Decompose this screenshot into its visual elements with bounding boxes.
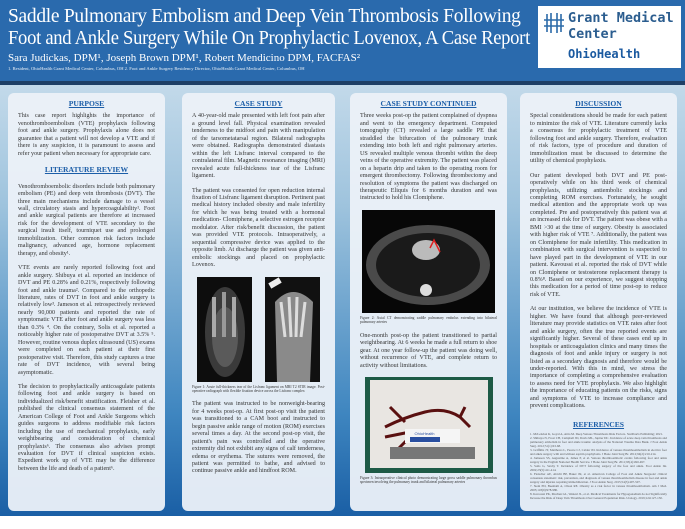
thrombus-photo <box>365 377 493 473</box>
discussion-paragraph: Special considerations should be made for each patient to minimize the risk of VTE. Literature currently lacks a consensus for prophylactic treatment of VTE following foot and ankle surgery. Therefore, evaluation of risk factors, type of procedure and duration of immobilization must be discussed to determine the utility of chemical prophylaxis. <box>530 113 667 165</box>
case-continued-paragraph: One-month post-op the patient transitioned to partial weightbearing. At 6 weeks he made a full return to shoe gear. At one year follow-up the patient was doing well, without recurrence of VTE, and complete return to activity without limitations. <box>360 332 497 369</box>
logo-line-2: Center <box>568 26 617 42</box>
literature-paragraph: VTE events are rarely reported following foot and ankle surgery. Shibuya et al. reported an incidence of DVT and PE 0.28% and 0.21%, respectively following foot and ankle trauma². Compared to the orthopedic literature, rates of DVT in foot and ankle surgery is relatively low³. Jameson et al. retrospectively reviewed nearly 90,000 patients and reported the rate of symptomatic VTE after foot and ankle surgery was less than 0.3% ⁴. On the contrary, Solis et al. reported a noticeably higher rate of postoperative DVT at 3.5% ⁵. However, routine venous duplex ultrasound (US) exams were completed on each patient at their first postoperative visit. Therefore, this study captures a true rate of DVT incidence, with several being asymptomatic. <box>18 265 156 376</box>
figure-2-caption: Figure 2: Axial CT demonstrating saddle pulmonary embolus extending into bilateral pulmonary arteries <box>360 315 497 325</box>
purpose-panel <box>8 93 165 511</box>
title-line-2: Foot and Ankle Surgery While On Prophylactic Lovenox, A Case Report <box>8 28 530 49</box>
thrombus-specimen-image <box>365 377 493 473</box>
figure-1-caption: Figure 1: Acute full-thickness tear of the Lisfranc ligament on MRI T2 STIR image. Post-operative radiograph with flexible fixation device across the Lisfranc complex <box>192 384 325 393</box>
case-continued-paragraph: Three weeks post-op the patient complained of dyspnea and went to the emergency department. Computed tomography (CT) revealed a large saddle PE that straddled the bifurcation of the pulmonary trunk extending into both left and right pulmonary arteries. US revealed multiple venous thrombi within the deep veins of the operative extremity. The patient was placed on a heparin drip and taken to the operating room for emergent thrombectomy. Following thrombectomy and resolution of symptoms the patient was discharged on therapeutic Eliquis for 6 months duration and was instructed to hold his Clomiphene. <box>360 113 497 202</box>
case-continued-heading: CASE STUDY CONTINUED <box>380 99 477 108</box>
logo-line-1: Grant Medical <box>568 10 674 26</box>
reference-item: 4. Jameson SS, Augustine A, James P, et al. Venous thromboembolic events following foot and ankle surgery in the English National Health Service. J Bone Joint Surg Br. 2011;93(4):490-497. <box>530 456 667 465</box>
case-study-panel <box>182 93 335 511</box>
case-study-continued-panel <box>350 93 507 511</box>
figure-3-caption: Figure 3: Intraoperative clinical photo demonstrating large gross saddle pulmonary thrombus specimen involving the pulmonary trunk and bilateral pulmonary arteries <box>360 475 497 485</box>
reference-item: 5. Solis G, Saxby T. Incidence of DVT following surgery of the foot and ankle. Foot Ankle Int. 2002;23(5):411-414. <box>530 464 667 473</box>
references-list <box>530 432 667 500</box>
discussion-paragraph: At our institution, we believe the incidence of VTE is higher. We have found that although peer-reviewed literature may provide statistics on VTE rates after foot and ankle surgery, often the true reported events are significantly higher. Several of these cases end up in hospitals or anticoagulation clinics and many times the diagnosis of foot and ankle injury or surgery is not listed as a secondary diagnosis and therefore would be under-reported. With this in mind, we stress the importance of completing a comprehensive evaluation to assess need for VTE prophylaxis. We also highlight the importance of educating patients on the risks, signs and symptoms of VTE to increase compliance and prevent complications. <box>530 306 667 410</box>
literature-paragraph: The decision to prophylactically anticoagulate patients following foot and ankle surgery is based on individualized risk/benefit stratification. Fleisher et al. published the clinical consensus statement of the American College of Foot and Ankle Surgeons which guides surgeons to address modifiable risk factors including the use of mechanical prophylaxis, early weightbearing and consideration of chemical prophylaxis⁶. The consensus also advises prompt evaluation for DVT if clinical suspicion exists. Expedient work up of VTE may be the difference between the life and death of a patient⁶. <box>18 383 155 472</box>
discussion-paragraph: Our patient developed both DVT and PE post-operatively while on his third week of chemical prophylaxis, utilizing antiembolic stockings and completing ROM exercises. Fortunately, he sought medical attention and the appropriate work up was completed. Pre and postoperatively this patient was at an increased risk for DVT. The patient was obese with a BMI >30 at the time of surgery. Obesity is associated with higher risk of VTE ⁷. Additionally, the patient was on Clomiphene for male infertility. This medication in combination with surgical intervention is suspected to have played part in the development of VTE in our patient. Kavoussi et al. reported the risk of DVT while on Clomiphene or testosterone replacement therapy is 0.8%⁸. Based on our experience, we suggest stopping this medication for a period of time post-op to reduce risk of VTE. <box>530 172 667 298</box>
title-line-1: Saddle Pulmonary Embolism and Deep Vein Thrombosis Following <box>8 6 521 27</box>
discussion-heading: DISCUSSION <box>575 99 622 108</box>
ct-scan-image <box>362 210 495 313</box>
poster-title <box>8 6 530 50</box>
reference-item: 8. Kavoussi PK, Machen GL, Wenzel JL, et al. Medical Treatments for Hypogonadism do not Significantly Increase the Risk of Deep Vein Thrombosis Over General Population Risk. Urology. 2019;124:127-130. <box>530 492 667 501</box>
case-paragraph: A 40-year-old male presented with left foot pain after a ground level fall. Physical examination revealed tenderness to the midfoot and pain with manipulation of the tarsometatarsal region. Bilateral radiographs were obtained. Radiographs demonstrated diastasis within the left Lisfranc interval compared to the contralateral film. Magnetic resonance imaging (MRI) revealed acute full-thickness tear of the Lisfranc ligament. <box>192 113 325 180</box>
reference-item: 2. Shibuya N, Frost CH, Campbell JD, Davis ML, Jupiter DC. Incidence of acute deep vein thrombosis and pulmonary embolism in foot and ankle trauma: analysis of the National Trauma Data Bank. J Foot Ankle Surg. 2012;51(1):63-68. <box>530 436 667 449</box>
radiograph-image <box>265 277 320 382</box>
reference-item: 3. Griffiths JT, Matthews L, Pearce CJ, Calder JD. Incidence of venous thromboembolism in elective foot and ankle surgery with and without aspirin prophylaxis. J Bone Joint Surg Br. 2012;94(2):210-214. <box>530 448 667 457</box>
reference-item: 1. McLendon K, Goyal A, Attia M. Deep Venous Thrombosis Risk Factors. StatPearls Publishing; 2021. <box>530 432 663 437</box>
authors: Sara Judickas, DPM¹, Joseph Brown DPM¹, Robert Mendicino DPM, FACFAS² <box>8 52 361 64</box>
purpose-heading: PURPOSE <box>68 99 105 108</box>
affiliations: 1. Resident, OhioHealth Grant Medical Center, Columbus, OH 2. Foot and Ankle Surgery Residency Director, OhioHealth Grant Medical Center, Columbus, OH <box>8 66 305 71</box>
literature-paragraph: Venothromboembolic disorders include both pulmonary embolism (PE) and deep vein thrombosis (DVT). The three main mechanisms include damage to a vessel wall, circulatory stasis and hypercoagulability¹. Foot and ankle surgical patients are therefore at increased risk for the development of VTE secondary to the surgical insult itself, tourniquet use and prolonged immobilization. Other common risk factors include malignancy, advanced age, hormone replacement therapy, and obesity¹. <box>18 183 155 257</box>
figure-1 <box>192 277 325 382</box>
literature-heading: LITERATURE REVIEW <box>44 165 129 175</box>
case-study-heading: CASE STUDY <box>234 99 283 108</box>
references-heading: REFERENCES <box>572 419 625 429</box>
logo-line-3: OhioHealth <box>568 47 641 61</box>
reference-item: 7. Stein PD, Beemath A, Olson RE. Obesity as a risk factor in venous thromboembolism. Am J Med. 2005;118(9):978-980. <box>530 484 667 493</box>
bottom-margin <box>0 516 685 529</box>
grant-medical-center-logo <box>538 6 681 68</box>
purpose-text: This case report highlights the importance of venothromboembolism (VTE) prophylaxis following foot and ankle surgery. Prophylaxis alone does not guarantee that a patient will not develop a VTE and if there is any suspicion, it is paramount to assess and refer your patient when necessary for appropriate care. <box>18 113 155 157</box>
header-divider <box>0 81 685 85</box>
logo-mark-icon <box>543 12 565 34</box>
case-paragraph: The patient was consented for open reduction internal fixation of Lisfranc ligament disruption. Pertinent past medical history included obesity and male infertility for which he was being treated with a hormonal medication- Clomiphene, a selective estrogen receptor modulator. After risk/benefit discussion, the patient was provided VTE protocols. Intraoperatively, a sequential compressive device was applied to the opposite limb. At discharge the patient was given anti-embolic stockings and placed on prophylactic Lovenox. <box>192 187 325 269</box>
reference-item: 6. Fleischer AE, Abicht BP, Baker JR, et al. American College of Foot and Ankle Surgeons' clinical consensus statement: risk, prevention, and diagnosis of venous thromboembolism disease in foot and ankle surgery and injuries requiring immobilization. J Foot Ankle Surg. 2015;54(3):497-507. <box>530 472 667 485</box>
photo-logo-text: OhioHealth <box>414 430 435 436</box>
mri-image <box>197 277 252 382</box>
discussion-panel <box>520 93 677 511</box>
case-paragraph: The patient was instructed to be nonweight-bearing for 4 weeks post-op. At first post-op visit the patient was transitioned to a CAM boot and instructed to begin passive ankle range of motion (ROM) exercises several times a day. At the second post-op visit, the patient's pain was controlled and the operative extremity did not exhibit any signs of calf tenderness, edema or erythema. The sutures were removed, the patient was permitted to bathe, and advised to continue passive ankle and hindfoot ROM. <box>192 401 325 475</box>
